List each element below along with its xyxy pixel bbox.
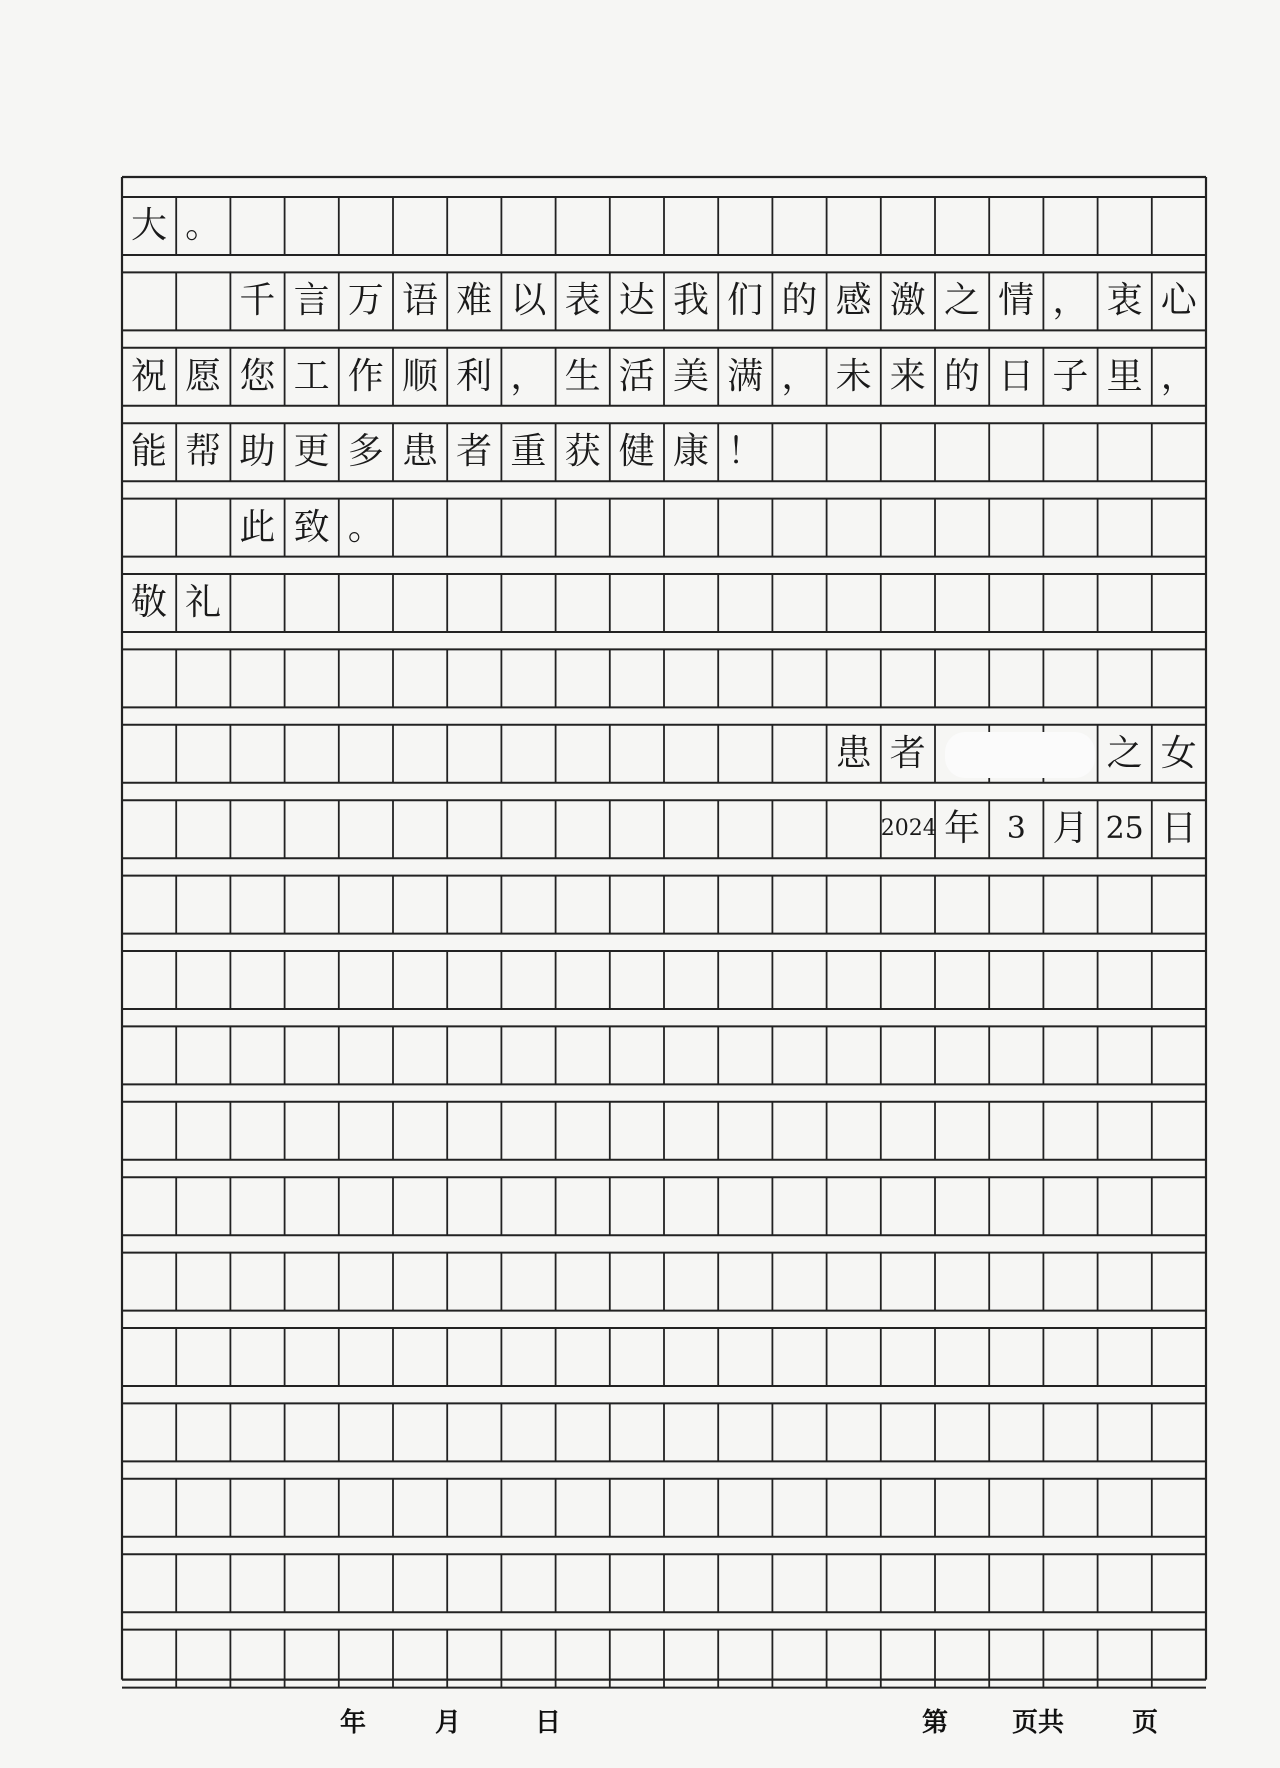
letter-line3-char: 未	[835, 355, 872, 397]
footer-page-suffix: 页	[1132, 1708, 1159, 1738]
letter-line4-char: ！	[727, 431, 764, 473]
letter-line4-char: 获	[564, 431, 601, 473]
letter-line2-char: 之	[943, 280, 980, 322]
letter-line3-char: 您	[239, 355, 276, 397]
date-year: 2024	[880, 816, 937, 842]
letter-line2-char: 们	[727, 280, 764, 322]
letter-line4-char: 更	[293, 431, 330, 473]
letter-line5-char: 此	[239, 506, 276, 548]
letter-line3-char: ，	[510, 355, 547, 397]
footer-month-label: 月	[435, 1708, 462, 1738]
letter-line3-char: 来	[889, 355, 926, 397]
letter-line4-char: 帮	[185, 431, 222, 473]
letter-line1-char: 大	[130, 205, 167, 246]
date-month-char: 月	[1052, 808, 1089, 850]
letter-line3-char: 活	[618, 355, 655, 397]
letter-line3-char: 顺	[401, 355, 438, 397]
date-month: 3	[1006, 811, 1026, 847]
letter-line3-char: 的	[943, 355, 980, 397]
letter-line4-char: 康	[672, 431, 709, 473]
letter-line4-char: 助	[239, 431, 276, 473]
signature-prefix-char: 患	[835, 732, 872, 774]
letter-line2-char: 的	[781, 280, 818, 322]
letter-line3-char: 作	[347, 355, 384, 397]
letter-line3-char: 祝	[130, 355, 167, 397]
letter-line4-char: 能	[130, 431, 167, 473]
letter-line4-char: 健	[618, 431, 655, 473]
redacted-name	[945, 732, 1095, 778]
signature-suffix-char: 女	[1160, 732, 1197, 774]
letter-line3-char: 生	[564, 355, 601, 397]
letter-line2-char: 我	[672, 280, 709, 322]
letter-line2-char: 激	[889, 280, 926, 322]
letter-line5-char: 。	[347, 506, 384, 548]
letter-line6-char: 敬	[130, 582, 167, 623]
letter-line2-char: 以	[510, 280, 547, 322]
letter-line3-char: ，	[781, 355, 818, 397]
letter-line2-char: 言	[293, 280, 330, 322]
letter-line2-char: 感	[835, 280, 872, 322]
letter-line3-char: 美	[672, 355, 709, 397]
letter-line3-char: 日	[998, 355, 1035, 397]
letter-line2-char: 难	[456, 280, 493, 322]
date-day: 25	[1105, 811, 1144, 847]
signature-prefix-char: 者	[889, 732, 926, 774]
signature-suffix-char: 之	[1106, 732, 1143, 774]
letter-line2-char: ，	[1052, 280, 1089, 322]
letter-line5-char: 致	[293, 506, 330, 548]
footer-page-mid: 页共	[1012, 1708, 1065, 1738]
letter-line2-char: 达	[618, 280, 655, 322]
date-day-char: 日	[1160, 808, 1197, 850]
letter-line3-char: 满	[727, 355, 764, 397]
letter-line2-char: 表	[564, 280, 601, 322]
letter-line4-char: 重	[510, 431, 547, 473]
date-year-char: 年	[944, 808, 981, 850]
letter-line3-char: 子	[1052, 355, 1089, 397]
letter-line2-char: 语	[401, 280, 438, 322]
letter-line3-char: 里	[1106, 355, 1143, 397]
letter-line6-char: 礼	[185, 582, 222, 623]
letter-line1-char: 。	[185, 205, 222, 246]
letter-line4-char: 多	[347, 431, 384, 473]
letter-line3-char: 工	[293, 355, 330, 397]
letter-line2-char: 心	[1160, 280, 1197, 322]
letter-line2-char: 情	[998, 280, 1035, 322]
letter-line2-char: 衷	[1106, 280, 1143, 322]
letter-line4-char: 患	[401, 431, 438, 473]
letter-line3-char: 愿	[185, 355, 222, 397]
letter-line2-char: 万	[347, 280, 384, 322]
letter-line4-char: 者	[456, 431, 493, 473]
letter-line2-char: 千	[239, 280, 276, 322]
footer-page-prefix: 第	[922, 1708, 949, 1738]
letter-line3-char: 利	[456, 355, 493, 397]
footer-day-label: 日	[535, 1708, 562, 1738]
footer-year-label: 年	[340, 1708, 367, 1738]
letter-line3-char: ，	[1160, 355, 1197, 397]
